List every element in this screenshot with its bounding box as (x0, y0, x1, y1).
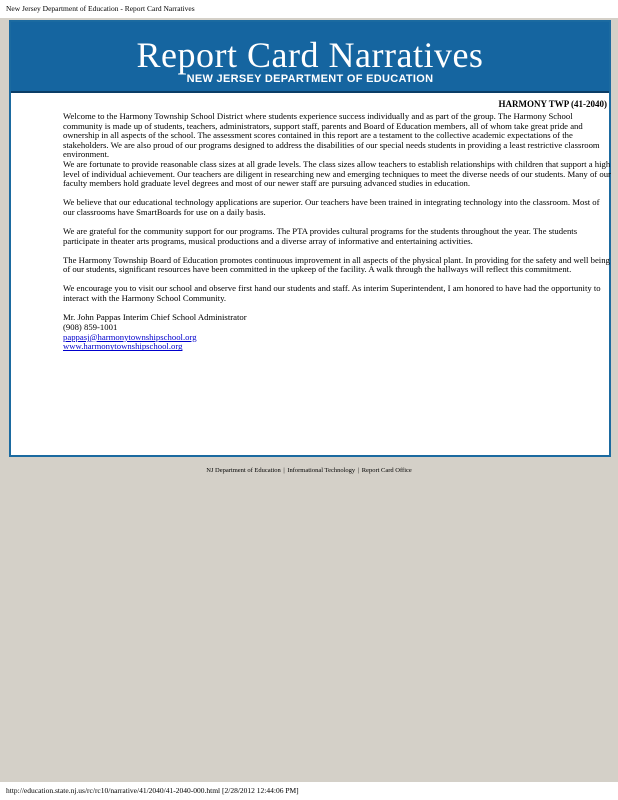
district-id-label: HARMONY TWP (41-2040) (498, 99, 607, 109)
signature-phone: (908) 859-1001 (63, 321, 118, 332)
narrative-paragraph: We encourage you to visit our school and observe first hand our students and staff. As interim Superintendent, I am honored to have had the opportunity to interact with the Harmony School Community. (63, 283, 601, 303)
footer-link-it[interactable]: Informational Technology (287, 467, 356, 474)
footer-separator: | (357, 467, 360, 474)
signature-name: Mr. John Pappas Interim Chief School Administrator (63, 312, 247, 322)
print-header-title: New Jersey Department of Education - Report Card Narratives (6, 4, 195, 13)
narrative-paragraph: We believe that our educational technology applications are superior. Our teachers have been trained in integrating technology into the classroom. Most of our classrooms have SmartBoards for use on a daily basis. (63, 197, 600, 217)
narrative-paragraph: We are fortunate to provide reasonable class sizes at all grade levels. The class sizes allow teachers to establish relationships with children that support a high level of individual achievement. Our teachers are diligent in researching new and emerging techniques to meet the diverse needs of our students. Many of our faculty members hold graduate level degrees and most of our newer staff are pursuing advanced studies in education. (63, 158, 611, 189)
banner-title: Report Card Narratives (136, 35, 484, 75)
signature-block (63, 313, 611, 352)
footer-links (0, 467, 618, 475)
narrative-text (63, 112, 611, 352)
banner-subtitle: NEW JERSEY DEPARTMENT OF EDUCATION (186, 73, 434, 85)
report-banner (11, 22, 609, 93)
footer-link-nj-doe[interactable]: NJ Department of Education (206, 467, 281, 474)
print-footer-url: http://education.state.nj.us/rc/rc10/narrative/41/2040/41-2040-000.html [2/28/2012 12:44:06 PM] (6, 786, 299, 795)
narrative-paragraph: The Harmony Township Board of Education promotes continuous improvement in all aspects of the physical plant. In providing for the safety and well being of our students, significant resources have been committed in the upkeep of the facility. A walk through the hallways will reflect this commitment. (63, 254, 610, 275)
footer-separator: | (283, 467, 285, 474)
narrative-paragraph: We are grateful for the community support for our programs. The PTA provides cultural programs for the students throughout the year. The students participate in theater arts programs, musical productions and a diverse array of informative and entertaining activities. (63, 225, 578, 246)
content-panel (9, 20, 611, 457)
footer-link-report-card-office[interactable]: Report Card Office (361, 467, 412, 474)
narrative-paragraph: Welcome to the Harmony Township School District where students experience success individually and as part of the group. The Harmony School community is made up of students, teachers, administrators, support staff, parents and Board of Education members, all of whom take great pride and ownership in all aspects of the school. The assessment scores contained in this report are a testament to the collective academic expectations of the stakeholders. We are also proud of our programs designed to address the disabilities of our special needs students in providing a least restrictive classroom environment. (63, 111, 600, 160)
website-link[interactable]: www.harmonytownshipschool.org (63, 341, 183, 352)
email-link[interactable]: pappasj@harmonytownshipschool.org (63, 331, 197, 342)
